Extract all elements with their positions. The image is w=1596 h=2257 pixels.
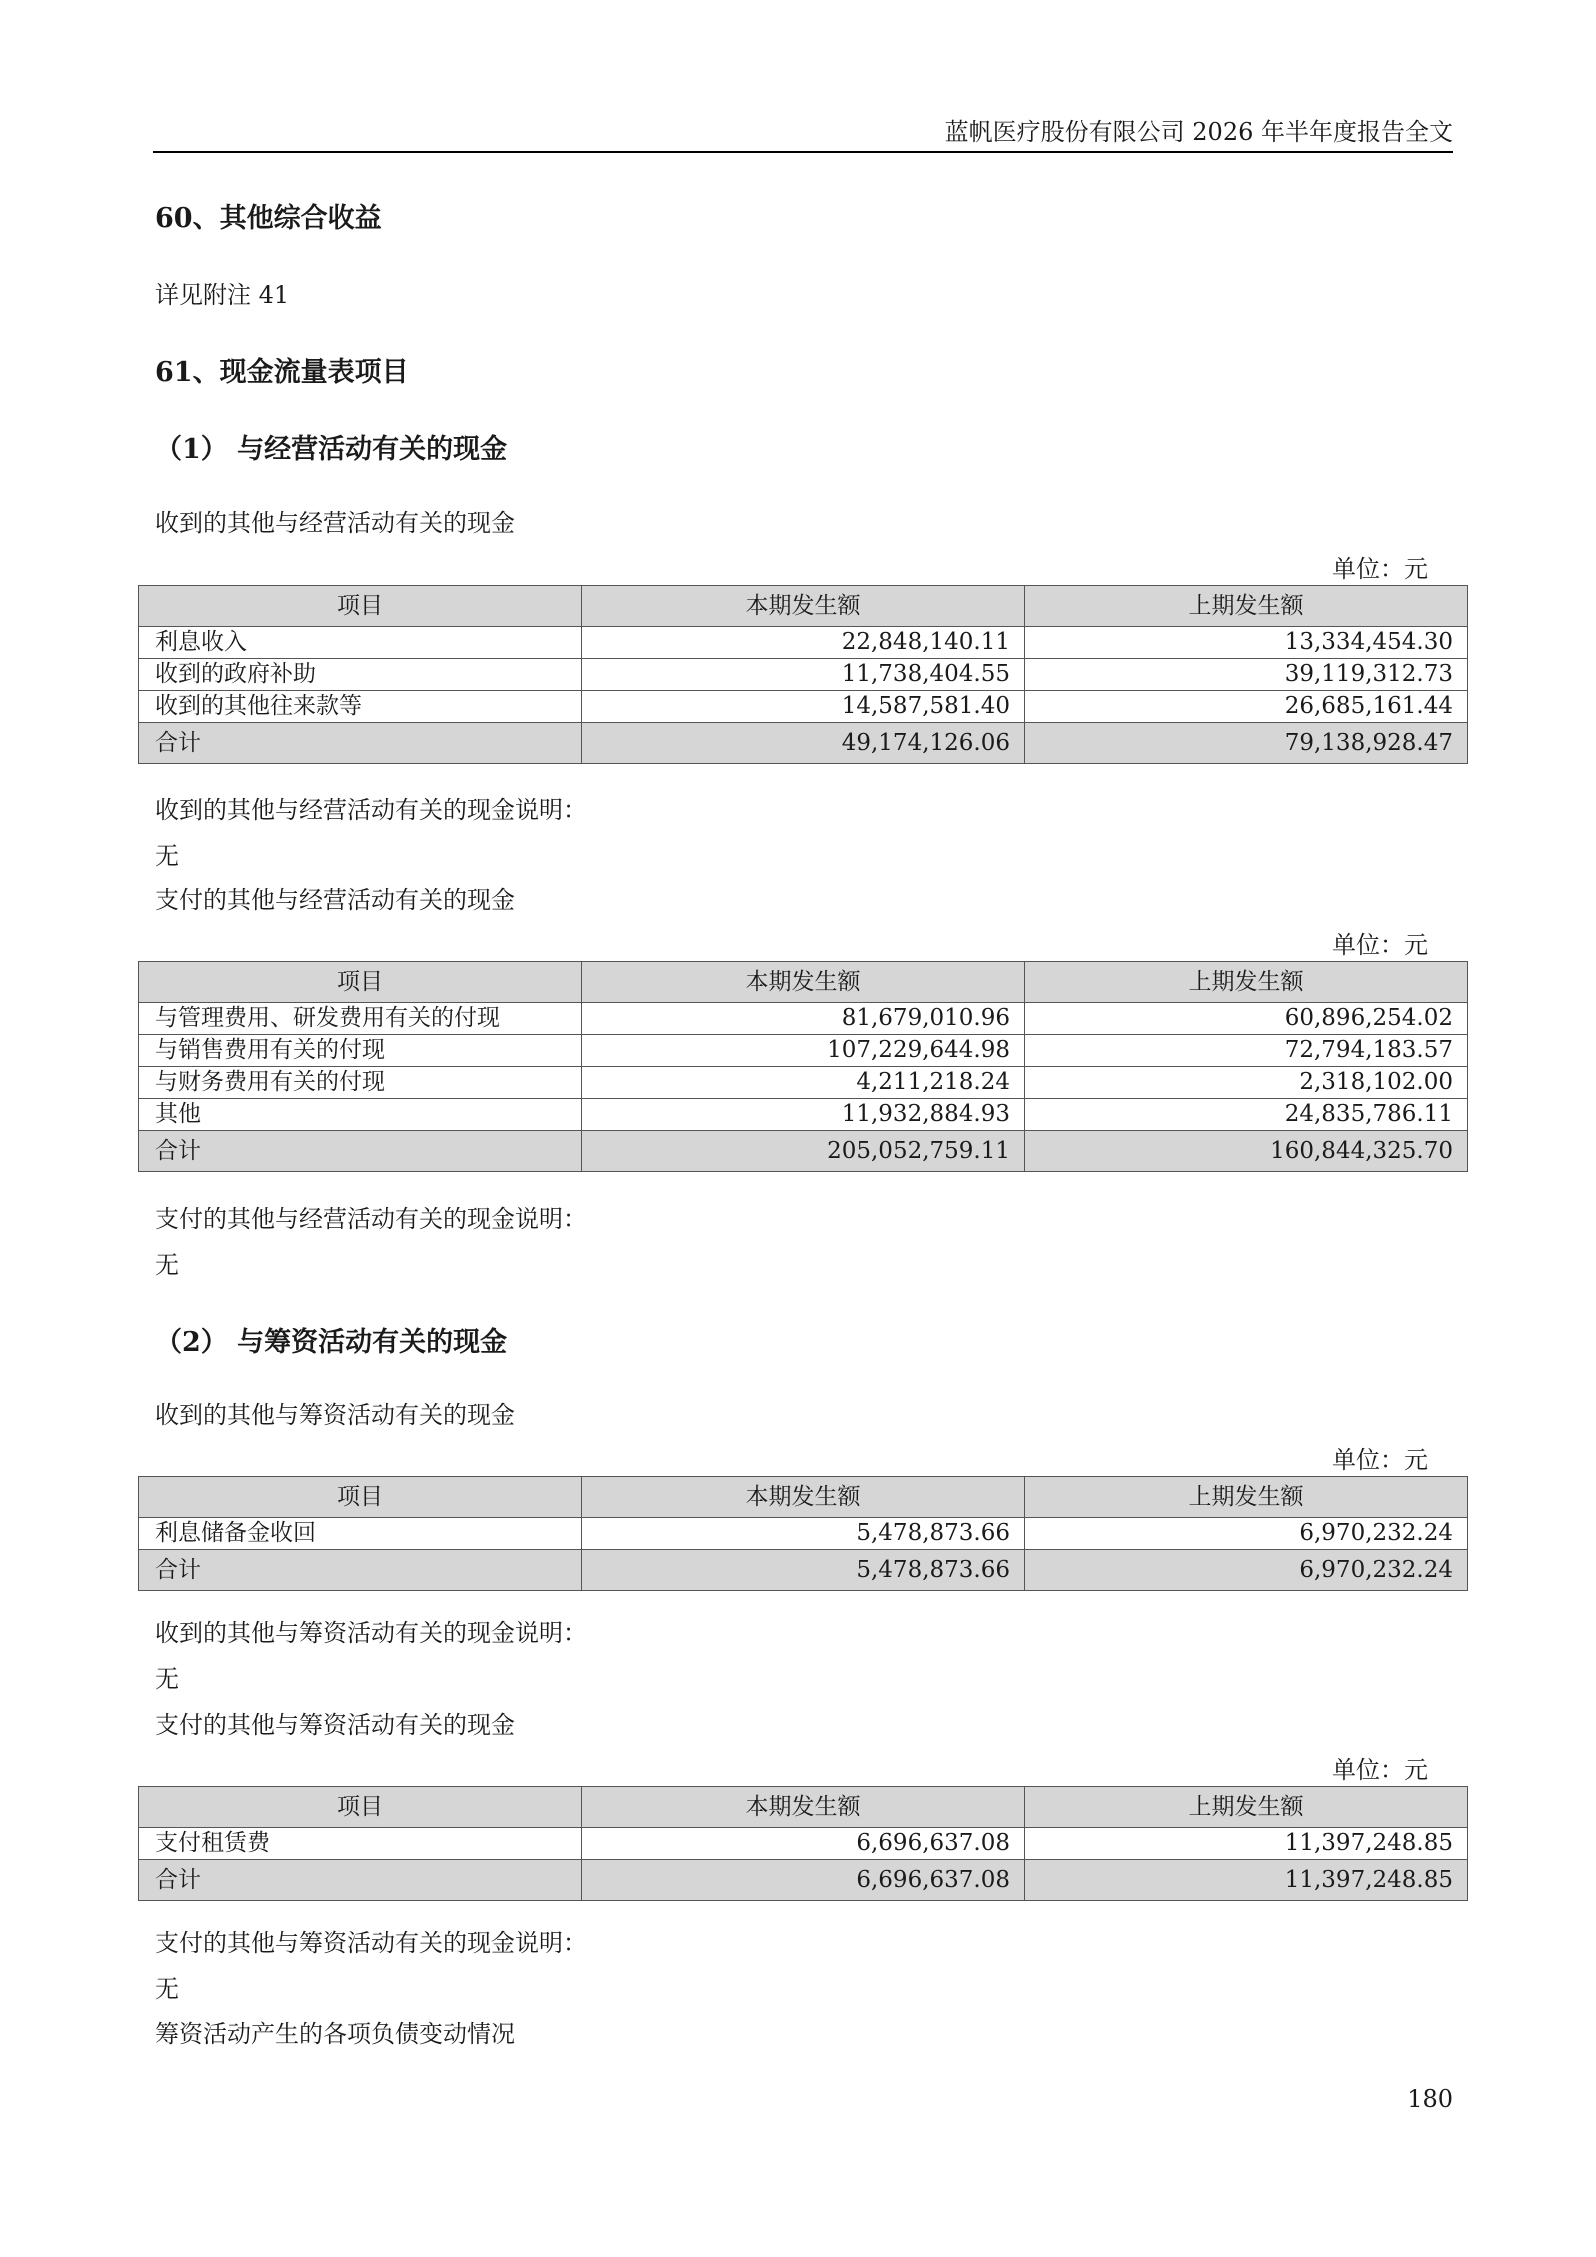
row-previous: 39,119,312.73 <box>1025 659 1468 691</box>
table-4-unit: 单位：元 <box>1332 1756 1428 1784</box>
total-previous: 160,844,325.70 <box>1025 1131 1468 1172</box>
row-current: 4,211,218.24 <box>582 1067 1025 1099</box>
table-3-explain: 收到的其他与筹资活动有关的现金说明： <box>155 1619 587 1647</box>
row-current: 5,478,873.66 <box>582 1518 1025 1550</box>
section-61-heading: 61、现金流量表项目 <box>155 357 409 388</box>
col-header-previous: 上期发生额 <box>1025 1477 1468 1518</box>
table-row <box>139 627 1468 659</box>
table-total-row <box>139 1131 1468 1172</box>
table-3-unit: 单位：元 <box>1332 1446 1428 1474</box>
total-previous: 11,397,248.85 <box>1025 1860 1468 1901</box>
table-1-unit: 单位：元 <box>1332 555 1428 583</box>
row-item: 其他 <box>139 1099 582 1131</box>
col-header-item: 项目 <box>139 586 582 627</box>
row-previous: 13,334,454.30 <box>1025 627 1468 659</box>
table-header-row <box>139 1477 1468 1518</box>
table-1-caption: 收到的其他与经营活动有关的现金 <box>155 509 515 537</box>
row-current: 6,696,637.08 <box>582 1828 1025 1860</box>
total-previous: 79,138,928.47 <box>1025 723 1468 764</box>
table-row <box>139 1518 1468 1550</box>
table-row <box>139 1067 1468 1099</box>
row-previous: 2,318,102.00 <box>1025 1067 1468 1099</box>
row-previous: 11,397,248.85 <box>1025 1828 1468 1860</box>
col-header-current: 本期发生额 <box>582 586 1025 627</box>
row-previous: 26,685,161.44 <box>1025 691 1468 723</box>
col-header-item: 项目 <box>139 1787 582 1828</box>
col-header-item: 项目 <box>139 962 582 1003</box>
page-number: 180 <box>1407 2085 1453 2113</box>
row-item: 与管理费用、研发费用有关的付现 <box>139 1003 582 1035</box>
col-header-previous: 上期发生额 <box>1025 1787 1468 1828</box>
header-divider <box>153 151 1453 153</box>
row-item: 利息储备金收回 <box>139 1518 582 1550</box>
table-4-none: 无 <box>155 1975 179 2003</box>
col-header-current: 本期发生额 <box>582 1787 1025 1828</box>
row-item: 收到的其他往来款等 <box>139 691 582 723</box>
table-row <box>139 691 1468 723</box>
col-header-previous: 上期发生额 <box>1025 586 1468 627</box>
section-60-note: 详见附注 41 <box>155 281 290 309</box>
table-2-explain: 支付的其他与经营活动有关的现金说明： <box>155 1205 587 1233</box>
total-label: 合计 <box>139 1860 582 1901</box>
table-3 <box>138 1476 1468 1591</box>
subsection-2-heading: （2） 与筹资活动有关的现金 <box>155 1327 508 1358</box>
table-2-caption: 支付的其他与经营活动有关的现金 <box>155 886 515 914</box>
table-row <box>139 1099 1468 1131</box>
table-4-explain: 支付的其他与筹资活动有关的现金说明： <box>155 1929 587 1957</box>
total-current: 205,052,759.11 <box>582 1131 1025 1172</box>
table-row <box>139 1003 1468 1035</box>
table-row <box>139 659 1468 691</box>
page-header-title: 蓝帆医疗股份有限公司 2026 年半年度报告全文 <box>944 118 1453 146</box>
row-previous: 60,896,254.02 <box>1025 1003 1468 1035</box>
table-total-row <box>139 1550 1468 1591</box>
row-previous: 24,835,786.11 <box>1025 1099 1468 1131</box>
table-3-none: 无 <box>155 1665 179 1693</box>
total-label: 合计 <box>139 1131 582 1172</box>
table-1 <box>138 585 1468 764</box>
table-2-none: 无 <box>155 1251 179 1279</box>
row-previous: 72,794,183.57 <box>1025 1035 1468 1067</box>
section-60-heading: 60、其他综合收益 <box>155 203 382 234</box>
table-header-row <box>139 1787 1468 1828</box>
total-current: 6,696,637.08 <box>582 1860 1025 1901</box>
table-total-row <box>139 723 1468 764</box>
table-1-explain: 收到的其他与经营活动有关的现金说明： <box>155 796 587 824</box>
total-current: 49,174,126.06 <box>582 723 1025 764</box>
row-item: 与财务费用有关的付现 <box>139 1067 582 1099</box>
table-2-unit: 单位：元 <box>1332 931 1428 959</box>
row-current: 22,848,140.11 <box>582 627 1025 659</box>
table-4-caption: 支付的其他与筹资活动有关的现金 <box>155 1711 515 1739</box>
table-header-row <box>139 586 1468 627</box>
table-3-caption: 收到的其他与筹资活动有关的现金 <box>155 1401 515 1429</box>
col-header-current: 本期发生额 <box>582 1477 1025 1518</box>
row-current: 14,587,581.40 <box>582 691 1025 723</box>
col-header-item: 项目 <box>139 1477 582 1518</box>
final-caption: 筹资活动产生的各项负债变动情况 <box>155 2020 515 2048</box>
total-label: 合计 <box>139 723 582 764</box>
row-previous: 6,970,232.24 <box>1025 1518 1468 1550</box>
row-item: 利息收入 <box>139 627 582 659</box>
row-current: 81,679,010.96 <box>582 1003 1025 1035</box>
total-label: 合计 <box>139 1550 582 1591</box>
table-row <box>139 1828 1468 1860</box>
table-4 <box>138 1786 1468 1901</box>
table-row <box>139 1035 1468 1067</box>
subsection-1-heading: （1） 与经营活动有关的现金 <box>155 434 508 465</box>
table-2 <box>138 961 1468 1172</box>
table-header-row <box>139 962 1468 1003</box>
total-previous: 6,970,232.24 <box>1025 1550 1468 1591</box>
row-current: 11,932,884.93 <box>582 1099 1025 1131</box>
total-current: 5,478,873.66 <box>582 1550 1025 1591</box>
row-item: 收到的政府补助 <box>139 659 582 691</box>
col-header-previous: 上期发生额 <box>1025 962 1468 1003</box>
row-item: 支付租赁费 <box>139 1828 582 1860</box>
table-1-none: 无 <box>155 842 179 870</box>
row-item: 与销售费用有关的付现 <box>139 1035 582 1067</box>
row-current: 11,738,404.55 <box>582 659 1025 691</box>
table-total-row <box>139 1860 1468 1901</box>
row-current: 107,229,644.98 <box>582 1035 1025 1067</box>
col-header-current: 本期发生额 <box>582 962 1025 1003</box>
